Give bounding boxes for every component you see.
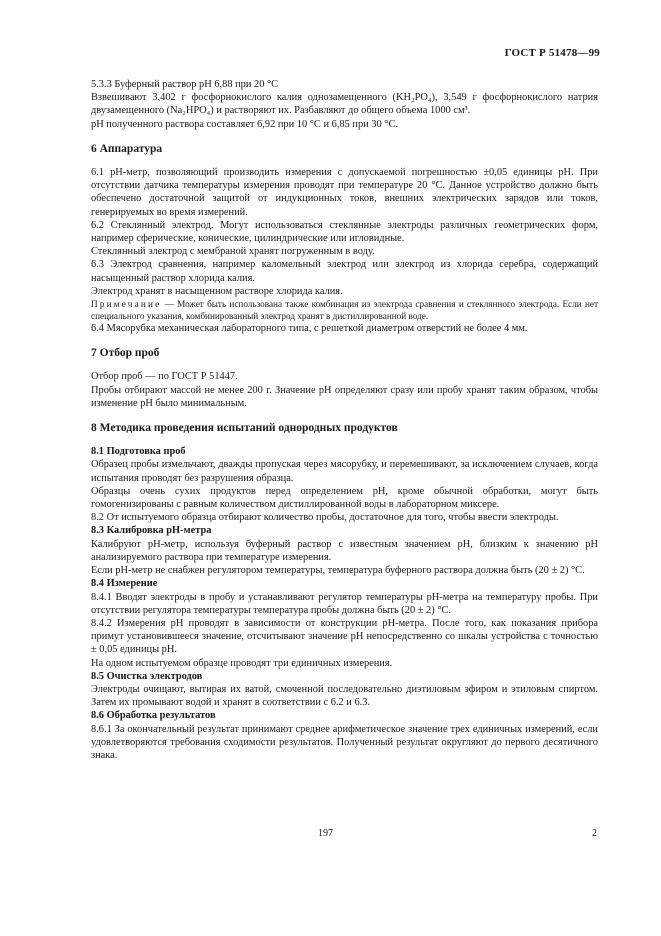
note-text: — Может быть использована также комбинация из электрода сравнения и стеклянного электрода. Если нет специального указания, комбинированный электрод хранят в дистиллированной воде. [91,299,598,322]
section-heading-8: 8 Методика проведения испытаний однородных продуктов [91,422,398,435]
paragraph: Если pH-метр не снабжен регулятором температуры, температура буферного раствора должна быть (20 ± 2) °С. [91,565,585,577]
paragraph: 8.4.2 Измерения pH проводят в зависимости от конструкции pH-метра. После того, как показания прибора примут установившееся значение, отсчитывают значение pH непосредственно со шкалы устройства с точностью ± 0,05 единицы pH. [91,617,598,656]
paragraph: pH полученного раствора составляет 6,92 при 10 °С и 6,85 при 30 °С. [91,118,398,130]
section-5-3-3-title: 5.3.3 Буферный раствор pH 6,88 при 20 °С [91,79,279,90]
section-heading-6: 6 Аппаратура [91,142,163,155]
paragraph: 6.3 Электрод сравнения, например каломельный электрод или электрод из хлорида серебра, содержащий насыщенный раствор хлорида калия. [91,259,598,284]
paragraph: 8.2 От испытуемого образца отбирают количество пробы, достаточное для того, чтобы ввести электроды. [91,512,559,524]
paragraph: Электроды очищают, вытирая их ватой, смоченной последовательно диэтиловым эфиром и этиловым спиртом. Затем их промывают водой и хранят в соответствии с 6.2 и 6.3. [91,683,598,709]
paragraph: Стеклянный электрод с мембраной хранят погруженным в воду. [91,246,375,258]
paragraph: Образцы очень сухих продуктов перед определением pH, кроме обычной обработки, могут быть гомогенизированы с равным количеством дистиллированной воды в лабораторном миксере. [91,485,598,511]
paragraph: Электрод хранят в насыщенном растворе хлорида калия. [91,285,343,297]
section-heading-7: 7 Отбор проб [91,347,160,360]
subsection-heading: 8.1 Подготовка проб [91,446,186,458]
paragraph: Пробы отбирают массой не менее 200 г. Значение pH определяют сразу или пробу хранят таким образом, чтобы изменение pH было минимальным. [91,384,598,409]
paragraph: Калибруют pH-метр, используя буферный раствор с известным значением pH, близким к значению pH анализируемого раствора при температуре измерения. [91,538,598,563]
subsection-heading: 8.4 Измерение [91,578,158,590]
paragraph: На одном испытуемом образце проводят три единичных измерения. [91,657,393,669]
subsection-heading: 8.3 Калибровка pH-метра [91,525,212,537]
paragraph: Отбор проб — по ГОСТ Р 51447. [91,371,238,383]
subsection-heading: 8.6 Обработка результатов [91,710,216,722]
paragraph: 6.4 Мясорубка механическая лабораторного типа, с решеткой диаметром отверстий не более 4 мм. [91,323,528,335]
paragraph: 6.2 Стеклянный электрод. Могут использоваться стеклянные электроды различных геометрических форм, например сферические, конические, цилиндрические или игловидные. [91,219,598,245]
page-number: 197 [318,828,333,839]
subsection-heading: 8.5 Очистка электродов [91,670,203,682]
sheet-number: 2 [592,828,597,839]
paragraph: Образец пробы измельчают, дважды пропуская через мясорубку, и перемешивают, за исключением случаев, когда испытания проводят без разрушения образца. [91,459,598,484]
note-label: Примечание [91,299,162,310]
paragraph: 6.1 pH-метр, позволяющий производить измерения с допускаемой погрешностью ±0,05 единицы pH. При отсутствии датчика температуры измерения проводят при температуре 20 °С. Данное устройство должно быть обеспечено достаточной защитой от индукционных токов, внешних электрических зарядов или токов, генерируемых во время измерений. [91,167,598,218]
paragraph: Взвешивают 3,402 г фосфорнокислого калия однозамещенного (KH₂PO₄), 3,549 г фосфорнокислого натрия двузамещенного (Na₂HPO₄) и растворяют их. Разбавляют до общего объема 1000 см³. [91,92,598,117]
document-header: ГОСТ Р 51478—99 [504,47,600,59]
note [91,298,598,322]
paragraph: 8.4.1 Вводят электроды в пробу и устанавливают регулятор температуры pH-метра на температуру пробы. При отсутствии регулятора температуры температура пробы должна быть (20 ± 2) °С. [91,591,598,616]
paragraph: 8.6.1 За окончательный результат принимают среднее арифметическое значение трех единичных измерений, если удовлетворяются требования сходимости результатов. Полученный результат округляют до первого десятичного знака. [91,723,598,761]
document-body [91,78,598,762]
